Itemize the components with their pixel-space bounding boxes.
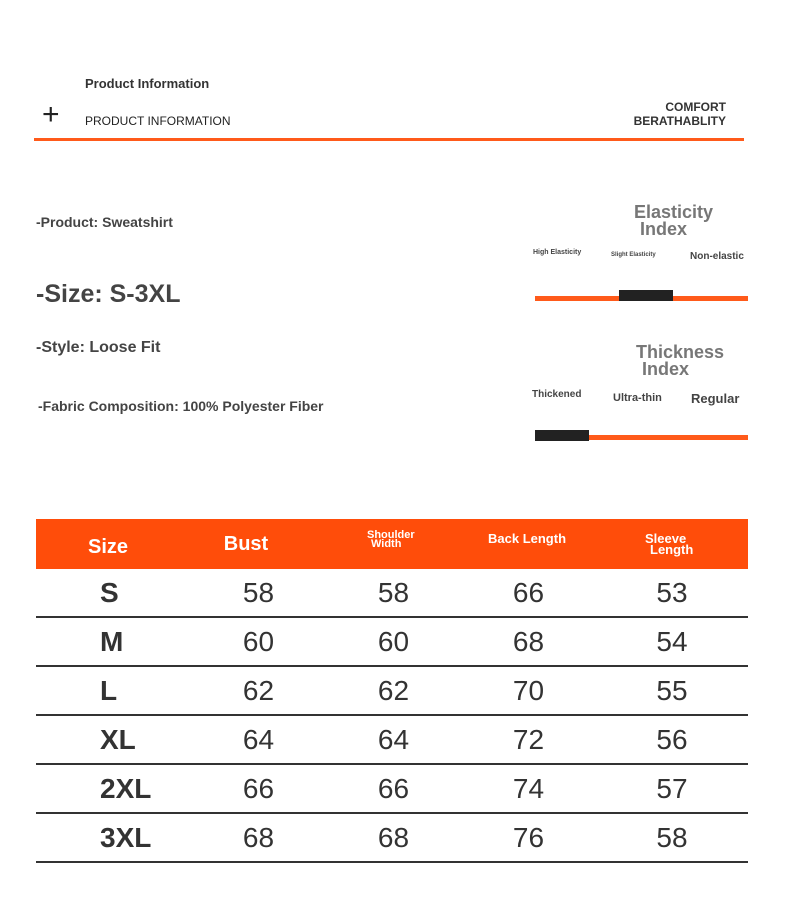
cell-bust: 68 bbox=[191, 813, 326, 862]
cell-sleeve: 53 bbox=[596, 569, 748, 617]
table-row bbox=[36, 569, 748, 617]
cell-size: M bbox=[36, 617, 191, 666]
thickness-title-line-1: Thickness bbox=[636, 342, 725, 362]
table-row bbox=[36, 617, 748, 666]
header-sleeve-line-2: Length bbox=[650, 542, 694, 557]
product-size: -Size: S-3XL bbox=[36, 280, 181, 308]
section-title: Product Information bbox=[85, 76, 210, 91]
cell-shoulder: 62 bbox=[326, 666, 461, 715]
cell-bust: 60 bbox=[191, 617, 326, 666]
elasticity-label-high: High Elasticity bbox=[533, 249, 582, 256]
header-shoulder-line-1: Shoulder bbox=[367, 529, 415, 541]
cell-shoulder: 60 bbox=[326, 617, 461, 666]
comfort-tagline bbox=[620, 100, 726, 128]
header-sleeve-length bbox=[596, 519, 748, 569]
elasticity-title-line-2: Index bbox=[640, 219, 688, 239]
cell-shoulder: 64 bbox=[326, 715, 461, 764]
cell-bust: 62 bbox=[191, 666, 326, 715]
thickness-label-thickened: Thickened bbox=[532, 389, 582, 400]
product-name: -Product: Sweatshirt bbox=[36, 214, 173, 230]
cell-size: 2XL bbox=[36, 764, 191, 813]
comfort-line-2: BERATHABLITY bbox=[633, 114, 726, 128]
cell-size: 3XL bbox=[36, 813, 191, 862]
cell-sleeve: 57 bbox=[596, 764, 748, 813]
cell-shoulder: 66 bbox=[326, 764, 461, 813]
cell-size: XL bbox=[36, 715, 191, 764]
comfort-line-1: COMFORT bbox=[665, 100, 726, 114]
header-back-length: Back Length bbox=[488, 530, 567, 546]
size-table-header bbox=[36, 519, 748, 569]
header-size: Size bbox=[88, 535, 129, 558]
elasticity-selected-marker bbox=[619, 290, 673, 301]
header-divider bbox=[34, 138, 744, 141]
product-fabric: -Fabric Composition: 100% Polyester Fiber bbox=[38, 398, 324, 414]
product-style: -Style: Loose Fit bbox=[36, 339, 161, 356]
cell-bust: 58 bbox=[191, 569, 326, 617]
thickness-label-ultra-thin: Ultra-thin bbox=[613, 392, 662, 404]
elasticity-label-slight: Slight Elasticity bbox=[611, 252, 656, 258]
cell-back-length: 66 bbox=[461, 569, 596, 617]
cell-sleeve: 56 bbox=[596, 715, 748, 764]
size-table bbox=[36, 519, 748, 863]
table-row bbox=[36, 813, 748, 862]
cell-size: S bbox=[36, 569, 191, 617]
elasticity-index-title bbox=[634, 204, 713, 238]
cell-back-length: 72 bbox=[461, 715, 596, 764]
header-shoulder-line-2: Width bbox=[371, 538, 402, 550]
thickness-selected-marker bbox=[535, 430, 589, 441]
cell-shoulder: 58 bbox=[326, 569, 461, 617]
cell-back-length: 70 bbox=[461, 666, 596, 715]
elasticity-title-line-1: Elasticity bbox=[634, 202, 714, 222]
header-shoulder-width bbox=[326, 519, 461, 569]
table-row bbox=[36, 764, 748, 813]
cell-back-length: 68 bbox=[461, 617, 596, 666]
section-subtitle: PRODUCT INFORMATION bbox=[85, 114, 231, 128]
elasticity-label-non: Non-elastic bbox=[690, 251, 744, 262]
cell-sleeve: 54 bbox=[596, 617, 748, 666]
cell-sleeve: 55 bbox=[596, 666, 748, 715]
thickness-title-line-2: Index bbox=[642, 359, 690, 379]
cell-bust: 66 bbox=[191, 764, 326, 813]
header-bust: Bust bbox=[223, 532, 269, 555]
cell-back-length: 74 bbox=[461, 764, 596, 813]
table-row bbox=[36, 715, 748, 764]
cell-shoulder: 68 bbox=[326, 813, 461, 862]
plus-icon: + bbox=[42, 98, 60, 131]
thickness-label-regular: Regular bbox=[691, 391, 740, 406]
header-sleeve-line-1: Sleeve bbox=[645, 531, 687, 546]
thickness-index-title bbox=[636, 344, 724, 378]
cell-back-length: 76 bbox=[461, 813, 596, 862]
cell-size: L bbox=[36, 666, 191, 715]
cell-bust: 64 bbox=[191, 715, 326, 764]
table-row bbox=[36, 666, 748, 715]
cell-sleeve: 58 bbox=[596, 813, 748, 862]
